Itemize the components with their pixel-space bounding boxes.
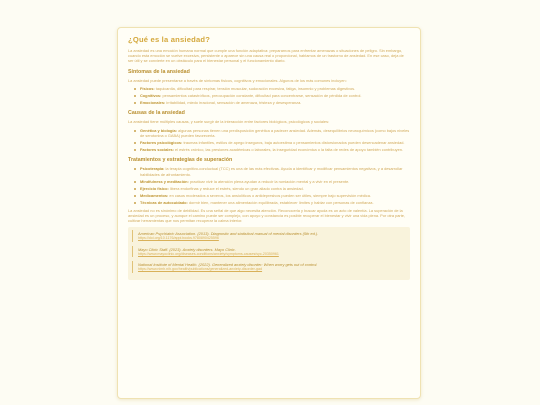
article-title: ¿Qué es la ansiedad? bbox=[128, 35, 211, 44]
list-item: Mindfulness y meditación: practicar vivir la atención plena ayudan a reducir la rumiación mental y a vivir en el presente. bbox=[140, 179, 410, 184]
section-heading-treatments: Tratamientos y estrategias de superación bbox=[128, 157, 233, 164]
treatments-list bbox=[128, 166, 410, 205]
intro-paragraph: La ansiedad es una emoción humana normal que cumple una función adaptativa: prepararnos para enfrentar amenazas o situaciones de peligro. Sin embargo, cuando esta emoción se vuelve excesiva, persistente o aparece sin una causa real o proporcional, hablamos de un trastorno de ansiedad. En ese caso, deja de ser útil y se convierte en un obstáculo para el bienestar personal y el funcionamiento diario. bbox=[128, 48, 404, 64]
article-card bbox=[117, 27, 421, 399]
list-item: Emocionales: irritabilidad, miedo irracional, sensación de amenaza, tristeza y desesperanza. bbox=[140, 100, 410, 105]
section-text-symptoms: La ansiedad puede presentarse a través de síntomas físicos, cognitivos y emocionales. Algunos de los más comunes incluyen: bbox=[128, 77, 347, 83]
list-item: Cognitivos: pensamientos catastróficos, preocupación constante, dificultad para concentrarse, sensación de pérdida de control. bbox=[140, 93, 410, 98]
section-heading-symptoms: Síntomas de la ansiedad bbox=[128, 68, 190, 75]
list-item: Físicos: taquicardia, dificultad para respirar, tensión muscular, sudoración excesiva, fatiga, insomnio y problemas digestivos. bbox=[140, 86, 410, 91]
causes-list bbox=[128, 128, 410, 153]
list-item: Medicamentos: en casos moderados a severos, los ansiolíticos o antidepresivos pueden ser útiles, siempre bajo supervisión médica. bbox=[140, 193, 410, 198]
list-item: Factores sociales: el estrés crónico, las presiones académicas o laborales, la inseguridad económica o la falta de redes de apoyo también contribuyen. bbox=[140, 147, 410, 152]
reference-citation: American Psychiatric Association. (2013). Diagnostic and statistical manual of mental disorders (5th ed.). bbox=[138, 231, 319, 237]
list-item: Genética y biología: algunas personas tienen una predisposición genética a padecer ansiedad. Además, desequilibrios neuroquímicos (como bajos niveles de serotonina o GABA) pueden favorecerla. bbox=[140, 127, 410, 138]
section-text-causes: La ansiedad tiene múltiples causas, y suele surgir de la interacción entre factores biológicos, psicológicos y sociales: bbox=[128, 119, 330, 125]
list-item: Psicoterapia: la terapia cognitivo-conductual (TCC) es una de las más efectivas. Ayuda a identificar y modificar pensamientos negativos, y a desarrollar habilidades de afrontamiento. bbox=[140, 166, 410, 176]
reference-link[interactable]: https://www.nimh.nih.gov/health/publications/generalized-anxiety-disorder-gad bbox=[138, 267, 263, 272]
symptoms-list bbox=[128, 86, 410, 106]
section-heading-causes: Causas de la ansiedad bbox=[128, 110, 185, 117]
reference-link[interactable]: https://doi.org/10.1176/appi.books.9780890425596 bbox=[138, 236, 219, 241]
list-item: Ejercicio físico: libera endorfinas y reduce el estrés, siendo un gran aliado contra la ansiedad. bbox=[140, 186, 410, 191]
list-item: Factores psicológicos: traumas infantiles, estilos de apego inseguros, baja autoestima o pensamientos distorsionados pueden desencadenar ansiedad. bbox=[140, 140, 410, 145]
reference-citation: Mayo Clinic Staff. (2023). Anxiety disorders. Mayo Clinic. bbox=[138, 246, 236, 252]
reference-item bbox=[132, 246, 406, 258]
reference-item bbox=[132, 230, 406, 242]
list-item: Técnicas de autocuidado: dormir bien, mantener una alimentación equilibrada, establecer límites y hablar con personas de confianza. bbox=[140, 200, 410, 205]
reference-link[interactable]: https://www.mayoclinic.org/diseases-conditions/anxiety/symptoms-causes/syc-20350961 bbox=[138, 251, 279, 256]
references-block bbox=[128, 227, 410, 280]
reference-citation: National Institute of Mental Health. (2022). Generalized anxiety disorder: When worry gets out of control. bbox=[138, 262, 318, 268]
conclusion-paragraph: La ansiedad no es sinónimo de debilidad. Es una señal de que algo necesita atención. Reconocerla y buscar ayuda es un acto de valentía. La superación de la ansiedad es un proceso, y aunque el camino puede ser complejo, con apoyo y constancia es posible recuperar el bienestar y vivir una vida plena. Por otra parte, cultivar herramientas que nos permitan recuperar la calma interior. bbox=[128, 207, 406, 224]
reference-item bbox=[132, 261, 406, 273]
